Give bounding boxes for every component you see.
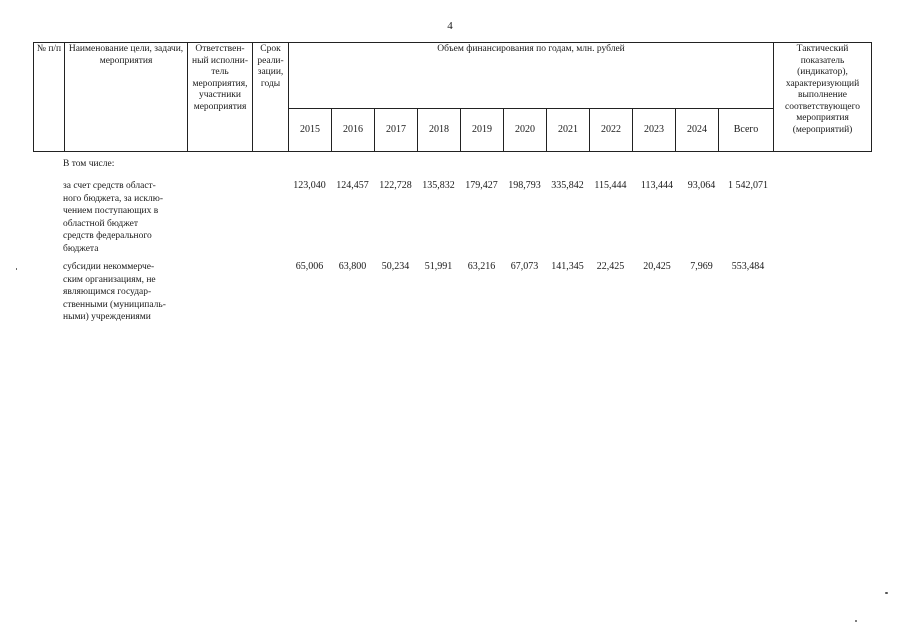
subheading: В том числе: — [63, 159, 115, 169]
row-value: 65,006 — [295, 261, 324, 272]
row-value: 135,832 — [422, 180, 455, 191]
row-value: 141,345 — [551, 261, 584, 272]
header-year-2018: 2018 — [418, 109, 461, 152]
row-value: 553,484 — [731, 261, 765, 272]
scan-speck — [16, 268, 17, 270]
header-year-2015: 2015 — [289, 109, 332, 152]
row-value: 115,444 — [594, 180, 627, 191]
row-value: 7,969 — [690, 261, 713, 272]
header-year-2019: 2019 — [461, 109, 504, 152]
row-label: за счет средств област- ного бюджета, за исклю- чением поступающих в областной бюджет средств федерального бюджета — [63, 181, 164, 254]
row-value: 20,425 — [643, 261, 671, 272]
row-value: 63,216 — [467, 261, 496, 272]
page-number: 4 — [447, 20, 453, 32]
row-value: 113,444 — [640, 180, 674, 191]
header-responsible: Ответствен-ный исполни-тель мероприятия, участники мероприятия — [188, 43, 253, 152]
header-year-2017: 2017 — [375, 109, 418, 152]
header-year-2021: 2021 — [547, 109, 590, 152]
row-label: субсидии некоммерче- ским организациям, не являющимся государ- ственными (муниципаль- ными) учреждениями — [63, 262, 166, 322]
row-value: 22,425 — [596, 261, 625, 272]
row-value: 123,040 — [293, 180, 326, 191]
header-term: Срок реали-зации, годы — [253, 43, 289, 152]
row-value: 63,800 — [338, 261, 367, 272]
header-year-2016: 2016 — [332, 109, 375, 152]
row-value: 335,842 — [551, 180, 584, 191]
row-value: 122,728 — [379, 180, 412, 191]
row-value: 124,457 — [336, 180, 369, 191]
header-num: № п/п — [34, 43, 65, 152]
scan-speck — [855, 620, 857, 622]
header-indicator: Тактический показатель (индикатор), характеризующий выполнение соответствующего мероприятия (мероприятий) — [774, 43, 872, 152]
header-name: Наименование цели, задачи, мероприятия — [65, 43, 188, 152]
row-value: 93,064 — [687, 180, 716, 191]
header-year-2024: 2024 — [676, 109, 719, 152]
row-value: 179,427 — [465, 180, 498, 191]
row-value: 198,793 — [508, 180, 541, 191]
row-value: 1 542,071 — [728, 180, 768, 191]
row-value: 50,234 — [381, 261, 410, 272]
header-total: Всего — [719, 109, 774, 152]
scan-speck — [885, 592, 888, 594]
row-value: 51,991 — [424, 261, 453, 272]
financing-table-header — [33, 42, 872, 152]
header-year-2023: 2023 — [633, 109, 676, 152]
row-value: 67,073 — [510, 261, 539, 272]
header-financing: Объем финансирования по годам, млн. рублей — [289, 43, 774, 109]
header-year-2020: 2020 — [504, 109, 547, 152]
header-year-2022: 2022 — [590, 109, 633, 152]
